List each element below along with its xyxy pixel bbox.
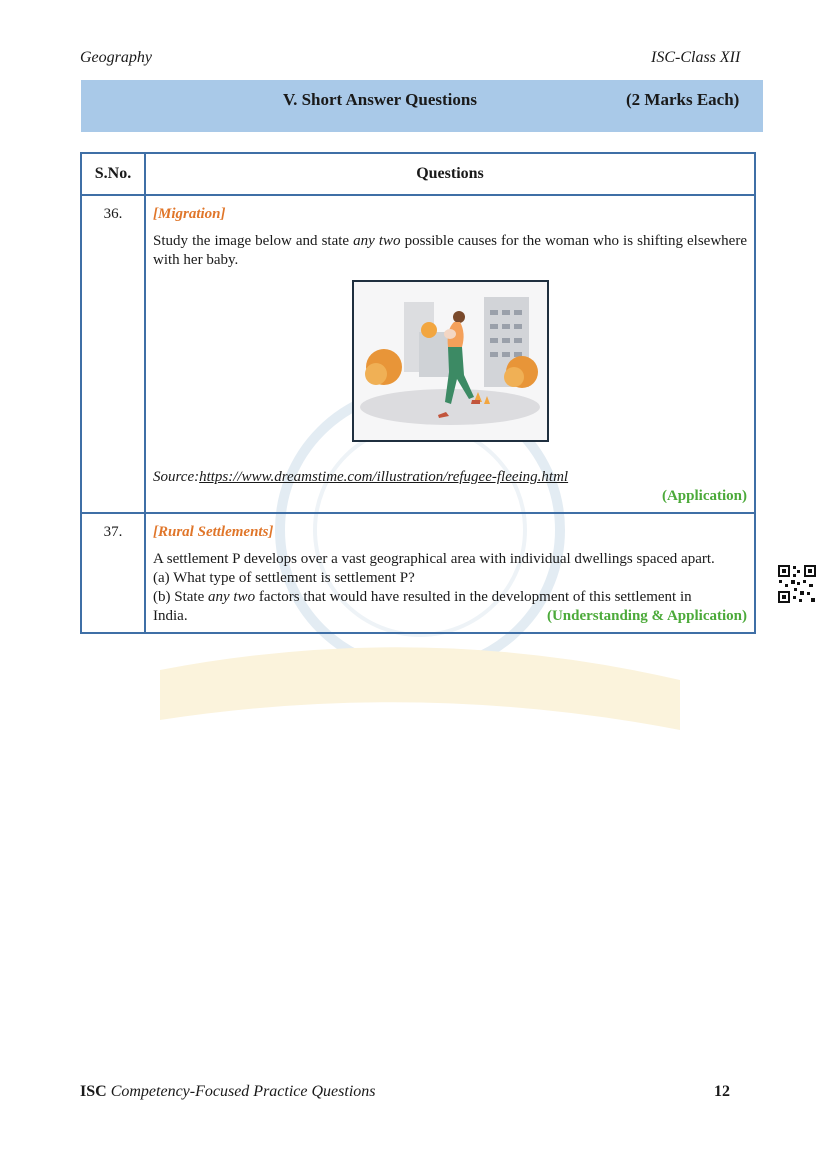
page-number: 12: [714, 1083, 730, 1100]
questions-header: Questions: [145, 153, 755, 195]
source-link[interactable]: https://www.dreamstime.com/illustration/refugee-fleeing.html: [199, 469, 569, 485]
table-header-row: [81, 153, 755, 195]
question-text-part: Study the image below and state: [153, 233, 354, 249]
qr-code-icon[interactable]: [777, 564, 817, 604]
question-cell: [145, 195, 755, 513]
question-text-part: factors that would have resulted in the development of this settlement in: [255, 589, 692, 605]
question-part-a: (a) What type of settlement is settlement P?: [153, 570, 415, 586]
sno-header: S.No.: [81, 153, 145, 195]
footer-title: [80, 1083, 376, 1101]
question-final-line: [153, 607, 747, 626]
table-row: [81, 195, 755, 513]
question-text-part: India.: [153, 608, 188, 624]
question-text-part: (b) State: [153, 589, 208, 605]
question-topic: [Rural Settlements]: [153, 524, 274, 540]
figure-container: [153, 280, 747, 448]
question-emphasis: any two: [207, 589, 256, 605]
section-marks: (2 Marks Each): [626, 90, 740, 109]
question-part-b: [153, 588, 747, 607]
class-header: ISC-Class XII: [651, 49, 741, 66]
source-label: Source:: [153, 469, 200, 485]
question-emphasis: any two: [353, 233, 401, 249]
section-title: V. Short Answer Questions: [283, 90, 477, 109]
questions-table: [80, 152, 756, 634]
question-number: 37.: [81, 513, 145, 633]
footer-booktitle: Competency-Focused Practice Questions: [110, 1083, 376, 1100]
question-cell: [145, 513, 755, 633]
question-text: A settlement P develops over a vast geographical area with individual dwellings spaced apart.: [153, 551, 715, 567]
image-source: [153, 468, 747, 487]
question-number: 36.: [81, 195, 145, 513]
refugee-illustration: [352, 280, 549, 442]
question-topic: [Migration]: [153, 206, 226, 222]
footer-brand: ISC: [80, 1083, 107, 1100]
competency-level: (Understanding & Application): [546, 608, 747, 624]
question-text-part: possible causes for the woman who is shifting elsewhere with her baby.: [153, 233, 747, 268]
question-text: [153, 232, 747, 270]
table-row: [81, 513, 755, 633]
competency-level: (Application): [661, 488, 747, 504]
subject-header: Geography: [80, 49, 152, 66]
